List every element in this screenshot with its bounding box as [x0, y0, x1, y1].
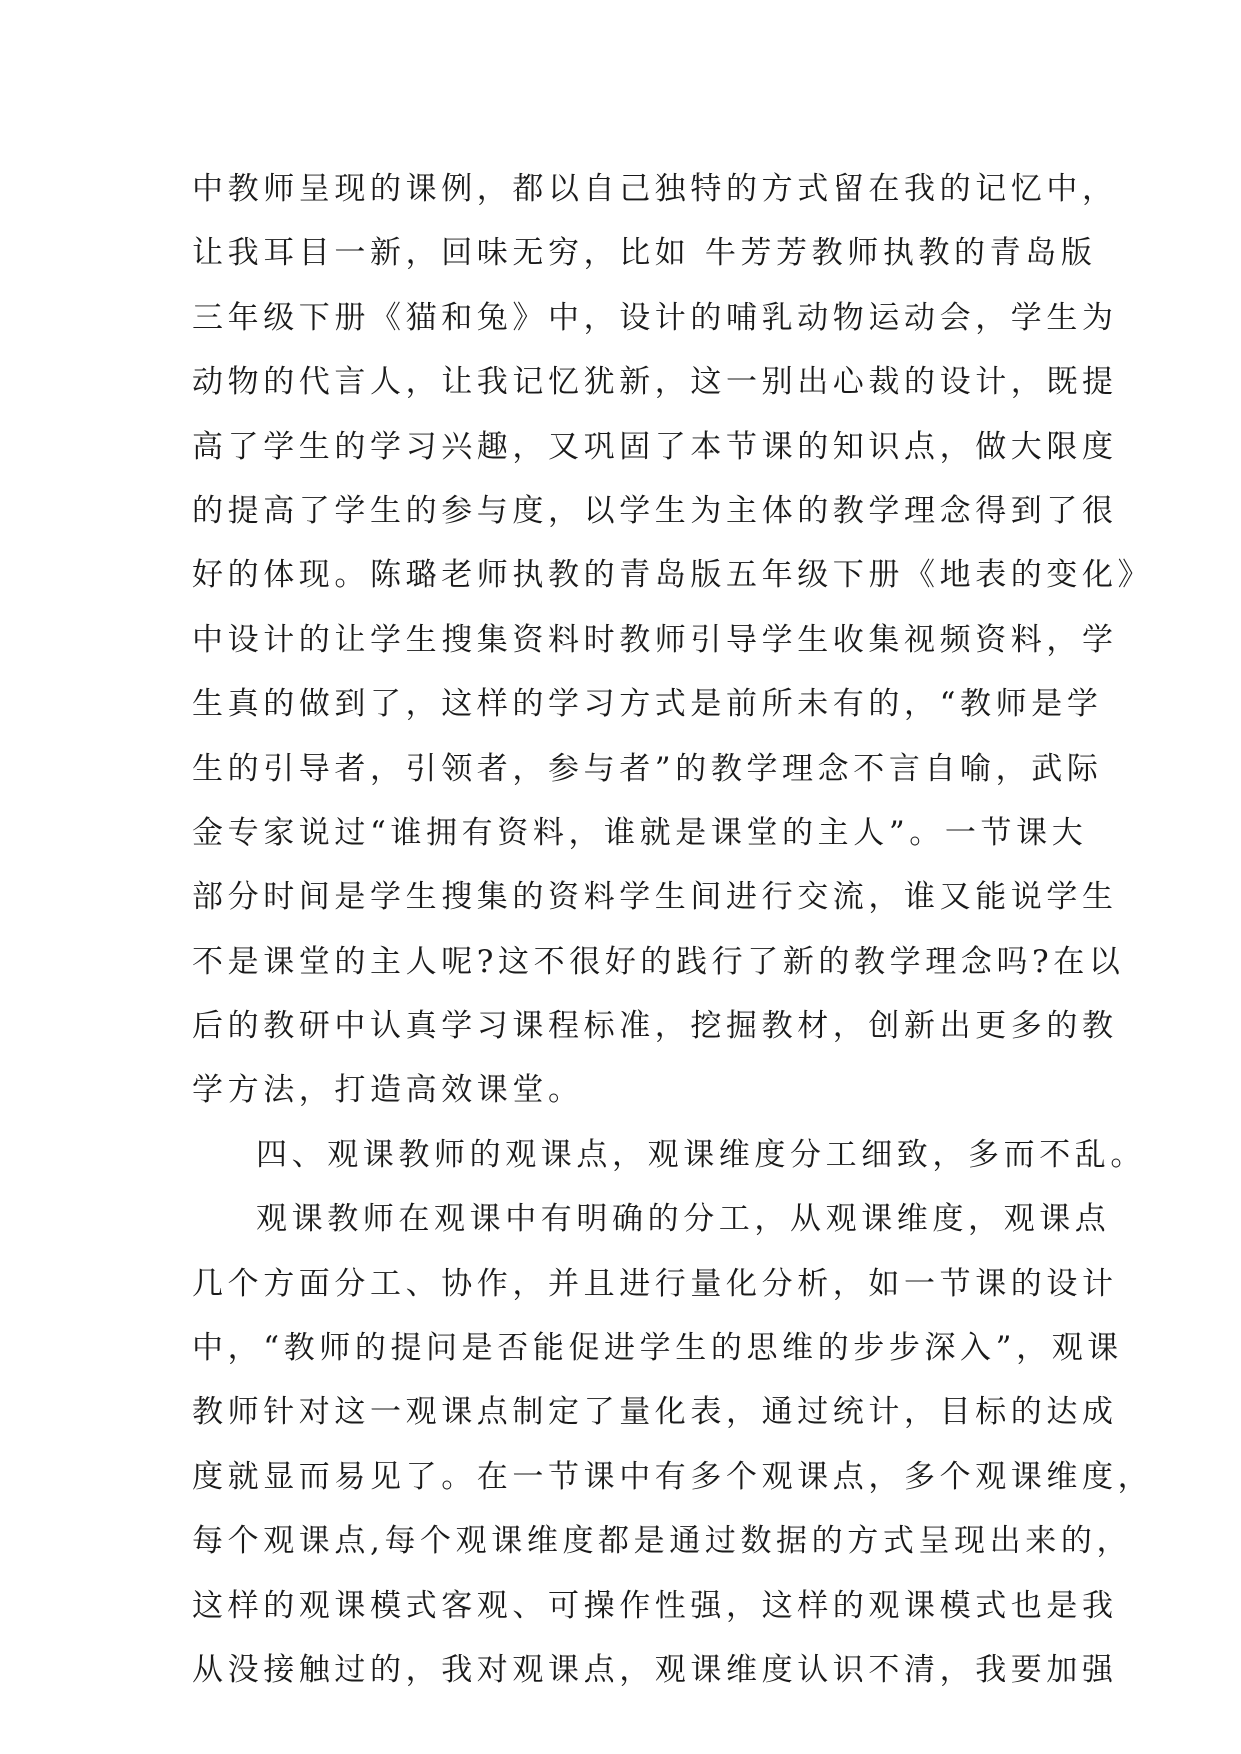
text-line: 部分时间是学生搜集的资料学生间进行交流，谁又能说学生	[192, 879, 1118, 916]
text-line: 每个观课点,每个观课维度都是通过数据的方式呈现出来的，	[192, 1523, 1133, 1560]
text-line: 三年级下册《猫和兔》中，设计的哺乳动物运动会，学生为	[192, 299, 1118, 336]
text-line: 后的教研中认真学习课程标准，挖掘教材，创新出更多的教	[192, 1008, 1118, 1045]
text-line: 从没接触过的，我对观课点，观课维度认识不清，我要加强	[192, 1651, 1118, 1688]
text-line: 学方法，打造高效课堂。	[192, 1072, 584, 1109]
text-line: 中，“教师的提问是否能促进学生的思维的步步深入”，观课	[192, 1330, 1123, 1367]
text-line: 让我耳目一新，回味无穷，比如 牛芳芳教师执教的青岛版	[192, 235, 1097, 272]
text-line: 高了学生的学习兴趣，又巩固了本节课的知识点，做大限度	[192, 428, 1118, 465]
text-line: 不是课堂的主人呢?这不很好的践行了新的教学理念吗?在以	[192, 943, 1125, 980]
text-line: 几个方面分工、协作，并且进行量化分析，如一节课的设计	[192, 1265, 1118, 1302]
text-line: 的提高了学生的参与度，以学生为主体的教学理念得到了很	[192, 492, 1118, 529]
text-line: 中教师呈现的课例，都以自己独特的方式留在我的记忆中，	[192, 171, 1118, 207]
text-line: 这样的观课模式客观、可操作性强，这样的观课模式也是我	[192, 1587, 1118, 1624]
text-line: 观课教师在观课中有明确的分工，从观课维度，观课点	[256, 1201, 1111, 1238]
document-body	[192, 157, 1154, 1702]
text-line: 教师针对这一观课点制定了量化表，通过统计，目标的达成	[192, 1394, 1118, 1431]
text-line: 生的引导者，引领者，参与者”的教学理念不言自喻，武际	[192, 750, 1103, 787]
text-line: 动物的代言人，让我记忆犹新，这一别出心裁的设计，既提	[192, 364, 1118, 401]
text-line: 度就显而易见了。在一节课中有多个观课点，多个观课维度，	[192, 1458, 1154, 1495]
text-line: 好的体现。陈璐老师执教的青岛版五年级下册《地表的变化》	[192, 557, 1154, 594]
text-line: 生真的做到了，这样的学习方式是前所未有的，“教师是学	[192, 686, 1103, 723]
text-line: 金专家说过“谁拥有资料，谁就是课堂的主人”。一节课大	[192, 814, 1088, 851]
text-line: 中设计的让学生搜集资料时教师引导学生收集视频资料，学	[192, 621, 1118, 658]
section-heading: 四、观课教师的观课点，观课维度分工细致，多而不乱。	[256, 1136, 1146, 1173]
